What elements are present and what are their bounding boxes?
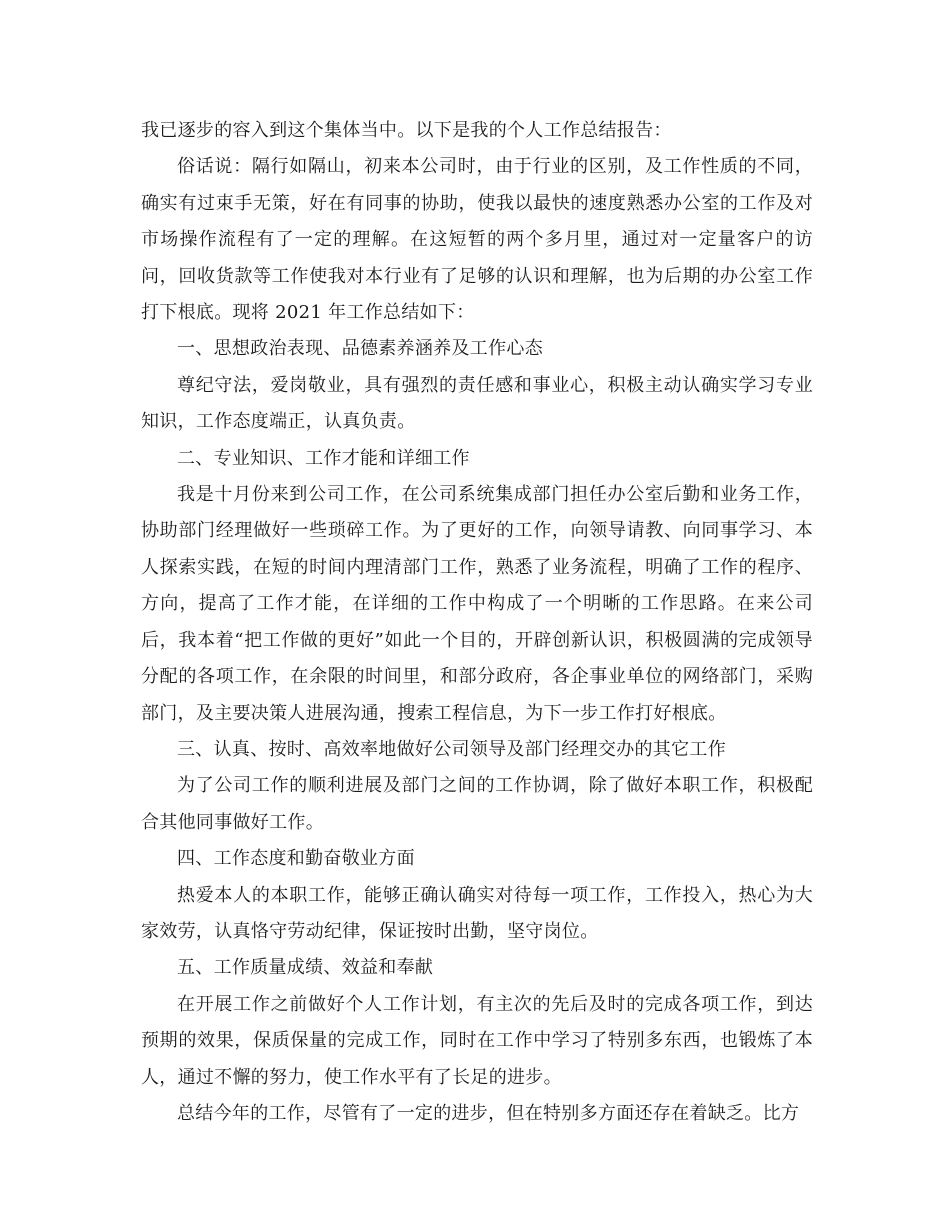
section-heading-1: 一、思想政治表现、品德素养涵养及工作心态	[177, 338, 543, 360]
paragraph-section-3: 为了公司工作的顺利进展及部门之间的工作协调，除了做好本职工作，积极配合其他同事做好工作。	[141, 775, 813, 833]
section-heading-5: 五、工作质量成绩、效益和奉献	[177, 957, 434, 979]
section-heading-2: 二、专业知识、工作才能和详细工作	[177, 447, 470, 469]
paragraph-summary: 总结今年的工作，尽管有了一定的进步，但在特别多方面还存在着缺乏。比方	[177, 1102, 800, 1124]
paragraph-section-1: 尊纪守法，爱岗敬业，具有强烈的责任感和事业心，积极主动认确实学习专业知识，工作态度端正，认真负责。	[141, 374, 813, 433]
section-heading-4: 四、工作态度和勤奋敬业方面	[177, 848, 415, 870]
document-body	[141, 113, 813, 1132]
paragraph-opening: 俗话说：隔行如隔山，初来本公司时，由于行业的区别，及工作性质的不同，确实有过束手无策，好在有同事的协助，使我以最快的速度熟悉办公室的工作及对市场操作流程有了一定的理解。在这短暂的两个多月里，通过对一定量客户的访问，回收货款等工作使我对本行业有了足够的认识和理解，也为后期的办公室工作打下根底。现将 2021 年工作总结如下：	[141, 156, 813, 324]
paragraph-intro-continuation: 我已逐步的容入到这个集体当中。以下是我的个人工作总结报告：	[141, 120, 672, 141]
section-heading-3: 三、认真、按时、高效率地做好公司领导及部门经理交办的其它工作	[177, 738, 726, 760]
paragraph-section-2: 我是十月份来到公司工作，在公司系统集成部门担任办公室后勤和业务工作，协助部门经理做好一些琐碎工作。为了更好的工作，向领导请教、向同事学习、本人探索实践，在短的时间内理清部门工作，熟悉了业务流程，明确了工作的程序、方向，提高了工作才能，在详细的工作中构成了一个明晰的工作思路。在来公司后，我本着“把工作做的更好”如此一个目的，开辟创新认识，积极圆满的完成领导分配的各项工作，在余限的时间里，和部分政府，各企事业单位的网络部门，采购部门，及主要决策人进展沟通，搜索工程信息，为下一步工作打好根底。	[141, 484, 813, 724]
paragraph-section-5: 在开展工作之前做好个人工作计划，有主次的先后及时的完成各项工作，到达预期的效果，保质保量的完成工作，同时在工作中学习了特别多东西，也锻炼了本人，通过不懈的努力，使工作水平有了长足的进步。	[141, 993, 813, 1088]
paragraph-section-4: 热爱本人的本职工作，能够正确认确实对待每一项工作，工作投入，热心为大家效劳，认真恪守劳动纪律，保证按时出勤，坚守岗位。	[141, 884, 813, 942]
